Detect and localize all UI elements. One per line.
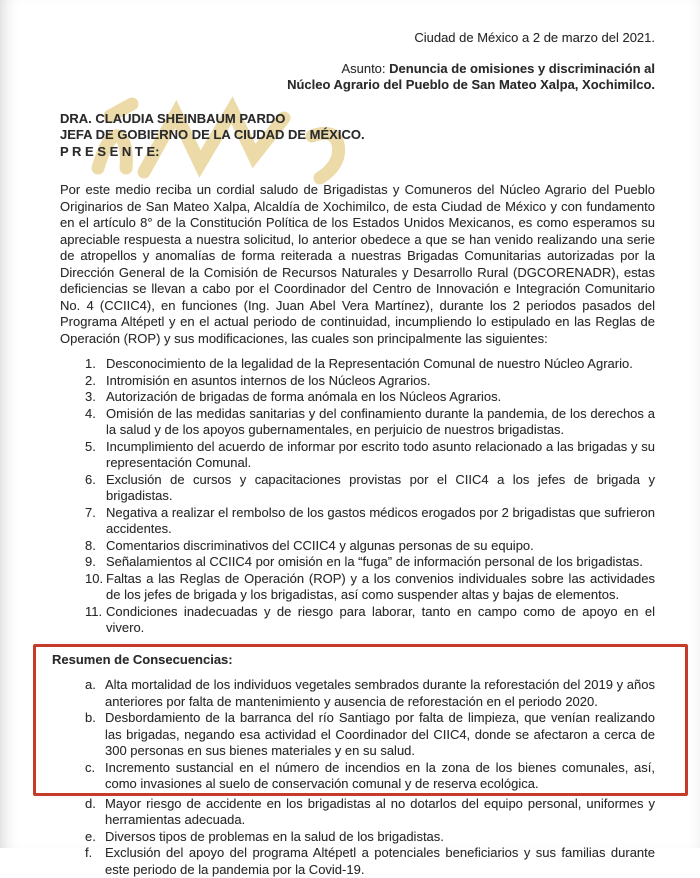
consequence-item-text: Exclusión del apoyo del programa Altépetl a potenciales beneficiarios y sus familias durante este periodo de la pandemia por la Covid-19.: [105, 845, 655, 878]
consequence-item: [85, 845, 655, 878]
consequence-item-text: Mayor riesgo de accidente en los brigadistas al no dotarlos del equipo personal, uniformes y herramientas adecuada.: [105, 796, 655, 829]
addressee-salutation: P R E S E N T E:: [60, 144, 655, 161]
complaint-item-marker: 3.: [85, 389, 106, 406]
complaint-item-text: Exclusión de cursos y capacitaciones provistas por el CIIC4 a los jefes de brigada y brigadistas.: [106, 472, 655, 505]
consequences-list-remaining: [60, 796, 655, 878]
consequence-item: [85, 796, 655, 829]
complaint-item: [85, 571, 655, 604]
complaint-item-marker: 6.: [85, 472, 106, 505]
complaint-item-text: Intromisión en asuntos internos de los Núcleos Agrarios.: [106, 373, 655, 390]
subject-label: Asunto:: [341, 61, 389, 76]
complaint-item-text: Condiciones inadecuadas y de riesgo para laborar, tanto en campo como de apoyo en el vivero.: [106, 604, 655, 637]
complaint-item-text: Desconocimiento de la legalidad de la Representación Comunal de nuestro Núcleo Agrario.: [106, 356, 655, 373]
complaint-item-marker: 8.: [85, 538, 106, 555]
complaint-item: [85, 505, 655, 538]
complaint-item-marker: 2.: [85, 373, 106, 390]
consequence-item-text: Incremento sustancial en el número de incendios en la zona de los bienes comunales, así, como invasiones al suelo de conservación comunal y de reserva ecológica.: [105, 760, 655, 793]
consequence-item-text: Alta mortalidad de los individuos vegetales sembrados durante la reforestación del 2019 y años anteriores por falta de mantenimiento y ausencia de reforestación en el periodo 2020.: [105, 677, 655, 710]
complaint-item-text: Autorización de brigadas de forma anómala en los Núcleos Agrarios.: [106, 389, 655, 406]
complaint-item-text: Faltas a las Reglas de Operación (ROP) y a los convenios individuales sobre las actividades de los jefes de brigada y los brigadistas, así como suspender altas y bajas de elementos.: [106, 571, 655, 604]
complaint-item-text: Incumplimiento del acuerdo de informar por escrito todo asunto relacionado a las brigadas y su representación Comunal.: [106, 439, 655, 472]
complaint-item: [85, 554, 655, 571]
consequence-item: [85, 677, 655, 710]
consequence-item: [85, 710, 655, 760]
consequence-item-marker: b.: [85, 710, 105, 760]
consequences-list-highlighted: [60, 677, 655, 793]
consequence-item-text: Diversos tipos de problemas en la salud de los brigadistas.: [105, 829, 655, 846]
addressee-title: JEFA DE GOBIERNO DE LA CIUDAD DE MÉXICO.: [60, 127, 655, 144]
complaint-item-marker: 11.: [85, 604, 106, 637]
complaint-item-text: Comentarios discriminativos del CCIIC4 y algunas personas de su equipo.: [106, 538, 655, 555]
complaint-item: [85, 439, 655, 472]
addressee-block: [60, 111, 655, 161]
consequence-item-marker: c.: [85, 760, 105, 793]
consequence-item-marker: e.: [85, 829, 105, 846]
complaint-item-text: Omisión de las medidas sanitarias y del confinamiento durante la pandemia, de los derechos a la salud y de los apoyos gubernamentales, en perjuicio de nuestros brigadistas.: [106, 406, 655, 439]
complaint-item: [85, 389, 655, 406]
consequence-item-marker: d.: [85, 796, 105, 829]
consequences-heading: Resumen de Consecuencias:: [52, 652, 655, 669]
subject-block: [60, 61, 655, 94]
highlight-box: [60, 652, 655, 793]
complaint-item: [85, 604, 655, 637]
intro-paragraph: Por este medio reciba un cordial saludo de Brigadistas y Comuneros del Núcleo Agrario del Pueblo Originarios de San Mateo Xalpa, Alcaldía de Xochimilco, de esta Ciudad de México y con fundamento en el artículo 8° de la Constitución Política de los Estados Unidos Mexicanos, es como esperamos su apreciable respuesta a nuestra solicitud, lo anterior obedece a que se han venido realizando una serie de atropellos y anomalías de forma reiterada a nuestras Brigadas Comunitarias autorizadas por la Dirección General de la Comisión de Recursos Naturales y Desarrollo Rural (DGCORENADR), estas deficiencias se llevan a cabo por el Coordinador del Centro de Innovación e Integración Comunitario No. 4 (CCIIC4), en funciones (Ing. Juan Abel Vera Martínez), durante los 2 periodos pasados del Programa Altépetl y en el actual periodo de continuidad, incumpliendo lo estipulado en las Reglas de Operación (ROP) y sus modificaciones, las cuales son principalmente las siguientes:: [60, 182, 655, 347]
complaint-item-marker: 7.: [85, 505, 106, 538]
complaint-item-text: Señalamientos al CCIIC4 por omisión en la “fuga” de información personal de los brigadistas.: [106, 554, 655, 571]
subject-line2: Núcleo Agrario del Pueblo de San Mateo Xalpa, Xochimilco.: [287, 77, 655, 92]
complaint-item-marker: 5.: [85, 439, 106, 472]
consequence-item-marker: a.: [85, 677, 105, 710]
date-line: Ciudad de México a 2 de marzo del 2021.: [60, 30, 655, 47]
complaint-item: [85, 472, 655, 505]
subject-line1: Denuncia de omisiones y discriminación al: [389, 61, 655, 76]
complaint-item-marker: 9.: [85, 554, 106, 571]
consequence-item-text: Desbordamiento de la barranca del río Santiago por falta de limpieza, que venían realizando las brigadas, negando esa actividad el Coordinador del CIIC4, donde se afectaron a cerca de 300 personas en sus bienes materiales y en su salud.: [105, 710, 655, 760]
complaint-item: [85, 356, 655, 373]
consequence-item: [85, 829, 655, 846]
complaint-item-marker: 10.: [85, 571, 106, 604]
complaint-item-marker: 1.: [85, 356, 106, 373]
consequence-item: [85, 760, 655, 793]
consequence-item-marker: f.: [85, 845, 105, 878]
complaints-list: [60, 356, 655, 637]
addressee-name: DRA. CLAUDIA SHEINBAUM PARDO: [60, 111, 655, 128]
complaint-item: [85, 538, 655, 555]
complaint-item: [85, 373, 655, 390]
complaint-item: [85, 406, 655, 439]
complaint-item-text: Negativa a realizar el rembolso de los gastos médicos erogados por 2 brigadistas que sufrieron accidentes.: [106, 505, 655, 538]
complaint-item-marker: 4.: [85, 406, 106, 439]
